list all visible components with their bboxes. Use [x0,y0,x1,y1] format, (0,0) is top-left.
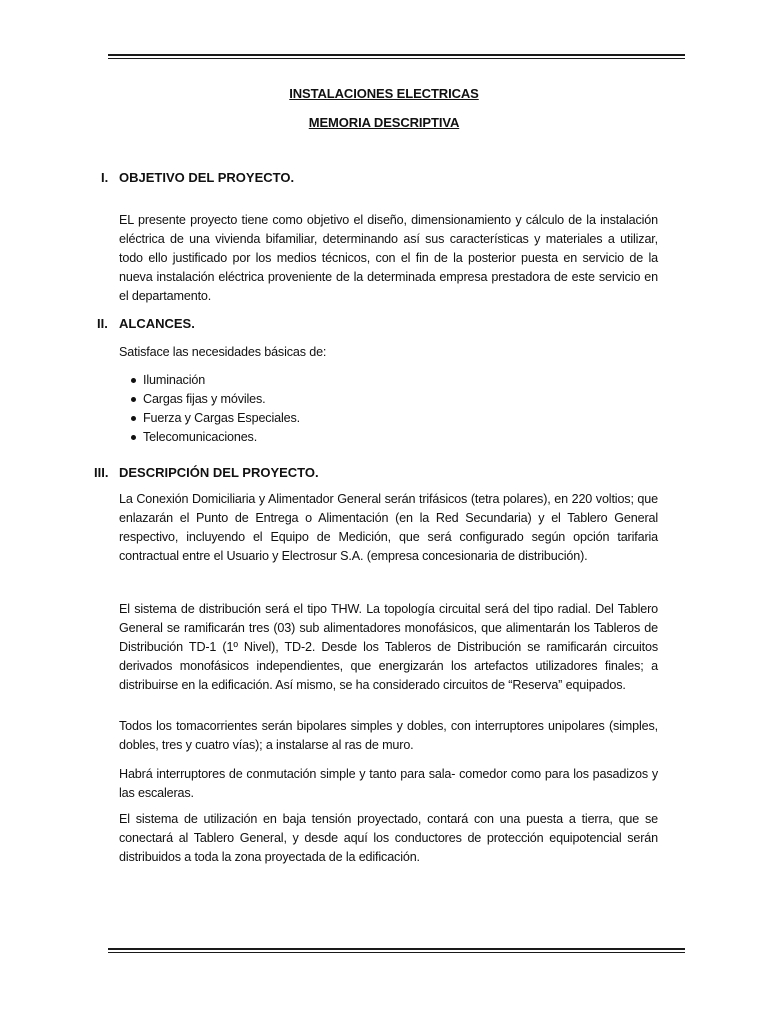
bottom-double-rule [108,948,685,950]
section-1-paragraph-1: EL presente proyecto tiene como objetivo el diseño, dimensionamiento y cálculo de la instalación eléctrica de una vivienda bifamiliar, determinando así sus características y materiales a utilizar, todo ello justificado por los medios técnicos, con el fin de la posterior puesta en servicio de la nueva instalación eléctrica proveniente de la determinada empresa prestadora de este servicio en el departamento. [119,213,658,303]
section-3-number: III. [94,465,109,480]
section-3-paragraph-3: Todos los tomacorrientes serán bipolares simples y dobles, con interruptores unipolares (simples, dobles, tres y cuatro vías); a instalarse al ras de muro. [119,719,658,752]
section-2-heading: ALCANCES. [119,316,195,331]
scope-bullet-list [119,371,300,447]
list-item: Telecomunicaciones. [119,428,300,447]
section-2-number: II. [97,316,108,331]
section-1-number: I. [101,170,109,185]
section-1-heading: OBJETIVO DEL PROYECTO. [119,170,295,185]
section-2-intro: Satisface las necesidades básicas de: [119,345,327,359]
section-3-paragraph-4: Habrá interruptores de conmutación simple y tanto para sala- comedor como para los pasadizos y las escaleras. [119,767,658,800]
section-3-paragraph-2: El sistema de distribución será el tipo THW. La topología circuital será del tipo radial. Del Tablero General se ramificarán tres (03) sub alimentadores monofásicos, que alimentarán los Tableros de Distribución TD-1 (1º Nivel), TD-2. Desde los Tableros de Distribución se ramificarán circuitos derivados monofásicos independientes, que energizarán los artefactos utilizadores finales; a distribuirse en la edificación. Así mismo, se ha considerado circuitos de “Reserva” equipados. [119,602,658,692]
list-item: Cargas fijas y móviles. [119,390,300,409]
document-subtitle: MEMORIA DESCRIPTIVA [308,115,460,130]
section-3-paragraph-1: La Conexión Domiciliaria y Alimentador General serán trifásicos (tetra polares), en 220 voltios; que enlazarán el Punto de Entrega o Alimentación (en la Red Secundaria) y el Tablero General respectivo, incluyendo el Equipo de Medición, que será configurado según opción tarifaria contractual entre el Usuario y Electrosur S.A. (empresa concesionaria de distribución). [119,492,658,563]
section-3-heading: DESCRIPCIÓN DEL PROYECTO. [119,465,319,480]
list-item: Iluminación [119,371,300,390]
list-item: Fuerza y Cargas Especiales. [119,409,300,428]
document-title: INSTALACIONES ELECTRICAS [289,86,479,101]
section-3-paragraph-5: El sistema de utilización en baja tensión proyectado, contará con una puesta a tierra, que se conectará al Tablero General, y desde aquí los conductores de protección equipotencial serán distribuidos a toda la zona proyectada de la edificación. [119,812,658,864]
top-double-rule [108,54,685,56]
